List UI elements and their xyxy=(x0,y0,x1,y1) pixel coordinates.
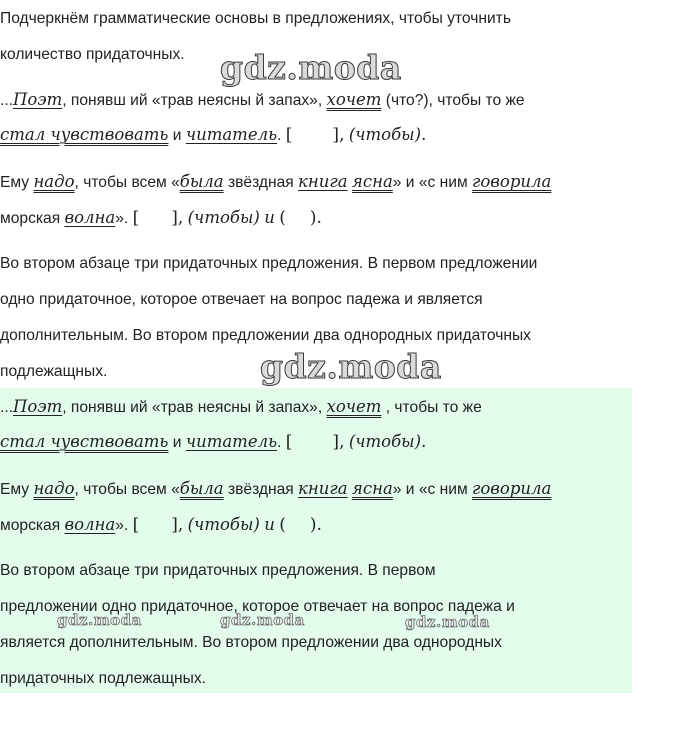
predicate-govorila: говорила xyxy=(472,172,552,191)
text-segment: » и «с ним xyxy=(392,174,473,191)
predicate-byla: была xyxy=(179,172,224,191)
text-segment: , понявш ий «трав неясны й запах», xyxy=(62,92,327,109)
scheme-conjunction: и xyxy=(264,208,275,227)
watermark-logo: gdz.moda xyxy=(220,48,402,87)
scheme-bracket-left: [ xyxy=(285,125,293,145)
text-segment: звёздная xyxy=(223,174,299,191)
block1-line-4 xyxy=(0,207,322,230)
para1-line-4: подлежащных. xyxy=(0,363,108,380)
predicate-byla: была xyxy=(179,479,224,498)
scheme-bracket-right: ] xyxy=(171,515,178,535)
predicate-hochet: хочет xyxy=(326,397,382,416)
predicate-nado: надо xyxy=(33,479,75,498)
scheme-period: . xyxy=(316,515,322,535)
text-segment: (что?), чтобы то же xyxy=(381,92,525,109)
para1-line-1: Во втором абзаце три придаточных предложения. В первом предложении xyxy=(0,255,538,272)
text-segment: и xyxy=(168,434,186,451)
watermark-logo: gdz.moda xyxy=(220,611,305,629)
para2-line-2: предложении одно придаточное, которое отвечает на вопрос падежа и xyxy=(0,598,515,615)
scheme-period: . xyxy=(421,125,427,145)
subject-kniga: книга xyxy=(298,479,348,498)
text-segment: » и «с ним xyxy=(392,481,473,498)
subject-volna: волна xyxy=(64,208,116,227)
predicate-yasna: ясна xyxy=(351,172,393,191)
scheme-bracket-right: ] xyxy=(171,208,178,228)
para2-line-1: Во втором абзаце три придаточных предложения. В первом xyxy=(0,562,436,579)
predicate-hochet: хочет xyxy=(326,90,382,109)
predicate-yasna: ясна xyxy=(351,479,393,498)
intro-line-2: количество придаточных. xyxy=(0,46,185,63)
text-segment: ». xyxy=(115,517,129,534)
text-segment: ». xyxy=(115,210,129,227)
subject-poet: Поэт xyxy=(13,90,63,109)
text-segment: Ему xyxy=(0,481,34,498)
scheme-bracket-left: [ xyxy=(285,432,293,452)
scheme-bracket-left: [ xyxy=(132,515,140,535)
scheme-conjunction: и xyxy=(264,515,275,534)
watermark-logo: gdz.moda xyxy=(57,611,142,629)
predicate-govorila: говорила xyxy=(472,479,552,498)
para2-line-4: придаточных подлежащных. xyxy=(0,670,206,687)
scheme-bracket-right: ] xyxy=(332,125,340,145)
block2-line-3 xyxy=(0,478,551,501)
scheme-clause-chtoby: (чтобы) xyxy=(348,125,422,144)
block2-line-4 xyxy=(0,514,322,537)
text-segment: морская xyxy=(0,517,65,534)
scheme-period: . xyxy=(421,432,427,452)
text-segment: , чтобы всем « xyxy=(74,174,180,191)
scheme-clause-chtoby: (чтобы) xyxy=(187,515,260,534)
subject-chitatel: читатель xyxy=(185,432,278,451)
predicate-nado: надо xyxy=(33,172,75,191)
subject-volna: волна xyxy=(64,515,116,534)
text-segment: звёздная xyxy=(223,481,299,498)
block1-line-1 xyxy=(0,89,525,112)
scheme-bracket-left: [ xyxy=(132,208,140,228)
text-segment: и xyxy=(168,127,186,144)
predicate-stal: стал чувствовать xyxy=(0,432,169,451)
ellipsis: ... xyxy=(0,92,13,109)
scheme-comma: , xyxy=(177,208,184,228)
scheme-clause-chtoby: (чтобы) xyxy=(348,432,422,451)
scheme-paren-left: ( xyxy=(279,515,286,535)
scheme-period: . xyxy=(316,208,322,228)
scheme-paren-right: ) xyxy=(309,208,317,228)
subject-poet: Поэт xyxy=(13,397,63,416)
text-segment: . xyxy=(277,127,282,144)
text-segment: , чтобы всем « xyxy=(74,481,180,498)
text-segment: морская xyxy=(0,210,65,227)
scheme-clause-chtoby: (чтобы) xyxy=(187,208,260,227)
para1-line-2: одно придаточное, которое отвечает на вопрос падежа и является xyxy=(0,291,483,308)
para2-line-3: является дополнительным. Во втором предложении два однородных xyxy=(0,634,502,651)
ellipsis: ... xyxy=(0,399,13,416)
text-segment: , понявш ий «трав неясны й запах», xyxy=(62,399,327,416)
predicate-stal: стал чувствовать xyxy=(0,125,169,144)
scheme-comma: , xyxy=(177,515,184,535)
subject-chitatel: читатель xyxy=(185,125,278,144)
block2-line-1 xyxy=(0,396,482,419)
subject-kniga: книга xyxy=(298,172,348,191)
scheme-bracket-right: ] xyxy=(332,432,340,452)
text-segment: . xyxy=(277,434,282,451)
watermark-logo: gdz.moda xyxy=(260,347,442,386)
block2-line-2 xyxy=(0,431,426,454)
text-segment: Ему xyxy=(0,174,34,191)
block1-line-3 xyxy=(0,171,551,194)
scheme-paren-right: ) xyxy=(309,515,317,535)
intro-line-1: Подчеркнём грамматические основы в предложениях, чтобы уточнить xyxy=(0,10,511,27)
scheme-paren-left: ( xyxy=(279,208,286,228)
block1-line-2 xyxy=(0,124,426,147)
scheme-comma: , xyxy=(339,125,345,145)
para1-line-3: дополнительным. Во втором предложении два однородных придаточных xyxy=(0,327,531,344)
scheme-comma: , xyxy=(339,432,345,452)
watermark-logo: gdz.moda xyxy=(405,613,490,631)
text-segment: , чтобы то же xyxy=(381,399,482,416)
